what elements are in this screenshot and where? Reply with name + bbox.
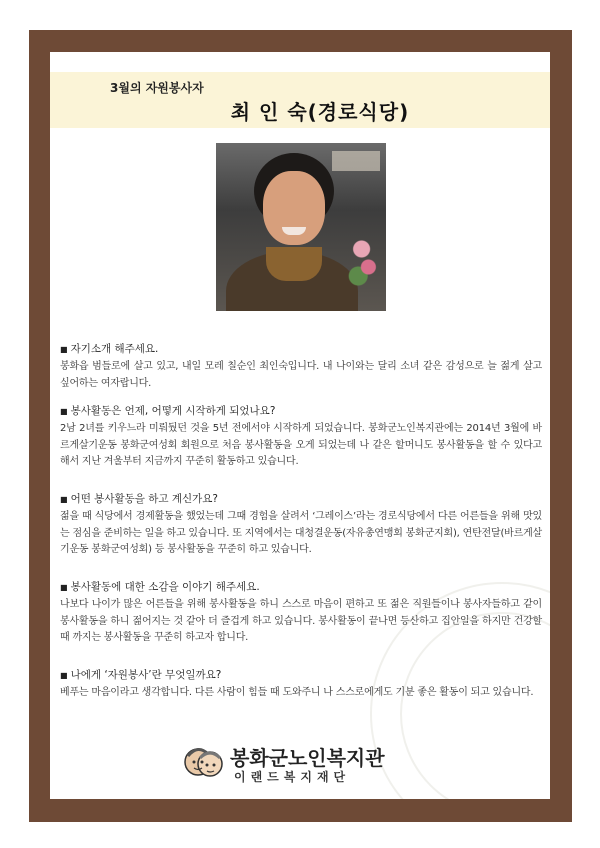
qa-question <box>60 668 542 683</box>
footer-logo <box>182 740 422 790</box>
square-bullet-icon: ■ <box>60 345 68 354</box>
qa-question <box>60 580 542 595</box>
question-text: 자기소개 해주세요. <box>70 343 159 355</box>
square-bullet-icon: ■ <box>60 407 68 416</box>
qa-item-meaning <box>60 668 542 702</box>
page-subtitle: 3월의 자원봉사자 <box>110 81 204 95</box>
question-text: 어떤 봉사활동을 하고 계신가요? <box>70 493 219 505</box>
org-subtitle: 이랜드복지재단 <box>234 770 351 784</box>
qa-item-feelings <box>60 580 542 647</box>
qa-answer: 봉화읍 범들로에 살고 있고, 내일 모레 칠순인 최인숙입니다. 내 나이와는 달리 소녀 같은 감성으로 늘 젊게 살고 싶어하는 여자랍니다. <box>60 361 542 389</box>
qa-item-start <box>60 404 542 471</box>
document-sheet <box>50 52 550 799</box>
org-name: 봉화군노인복지관 <box>230 746 385 770</box>
qa-answer: 젊을 때 식당에서 경제활동을 했었는데 그때 경험을 살려서 ‘그레이스’라는 경로식당에서 다른 어른들을 위해 맛있는 점심을 준비하는 일을 하고 있습니다. 또 지역에서는 대청결운동(자유총연맹회 봉화군지회), 연탄전달(바르게살기운동 봉화군여성회) 등 봉사활동을 꾸준히 하고 있습니다. <box>60 511 543 555</box>
question-text: 봉사활동은 언제, 어떻게 시작하게 되었나요? <box>70 405 276 417</box>
qa-question <box>60 492 542 507</box>
elderly-couple-logo-icon <box>182 740 226 784</box>
qa-answer: 나보다 나이가 많은 어른들을 위해 봉사활동을 하니 스스로 마음이 편하고 또 젊은 직원들이나 봉사자들하고 같이 봉사활동을 하니 젊어지는 것 같아 더 즐겁게 하고 있습니다. 봉사활동이 끝나면 등산하고 집안일을 하지만 건강할 때 까지는 봉사활동을 꾸준히 하고자 합니다. <box>60 599 542 643</box>
qa-item-activity <box>60 492 542 559</box>
qa-answer: 베푸는 마음이라고 생각합니다. 다른 사람이 힘들 때 도와주니 나 스스로에게도 기분 좋은 활동이 되고 있습니다. <box>60 687 534 698</box>
square-bullet-icon: ■ <box>60 495 68 504</box>
question-text: 나에게 ‘자원봉사’란 무엇일까요? <box>70 669 222 681</box>
qa-item-intro <box>60 342 542 392</box>
square-bullet-icon: ■ <box>60 583 68 592</box>
page-title: 최 인 숙(경로식당) <box>230 100 410 124</box>
question-text: 봉사활동에 대한 소감을 이야기 해주세요. <box>70 581 260 593</box>
square-bullet-icon: ■ <box>60 671 68 680</box>
volunteer-photo <box>216 143 386 311</box>
qa-question <box>60 404 542 419</box>
qa-question <box>60 342 542 357</box>
qa-answer: 2남 2녀를 키우느라 미뤄뒀던 것을 5년 전에서야 시작하게 되었습니다. 봉화군노인복지관에는 2014년 3월에 바르게살기운동 봉화군여성회 회원으로 처음 봉사활동을 오게 되었는데 나 같은 할머니도 봉사활동을 할 수 있다고 해서 지난 겨울부터 지금까지 꾸준히 활동하고 있습니다. <box>60 423 542 467</box>
